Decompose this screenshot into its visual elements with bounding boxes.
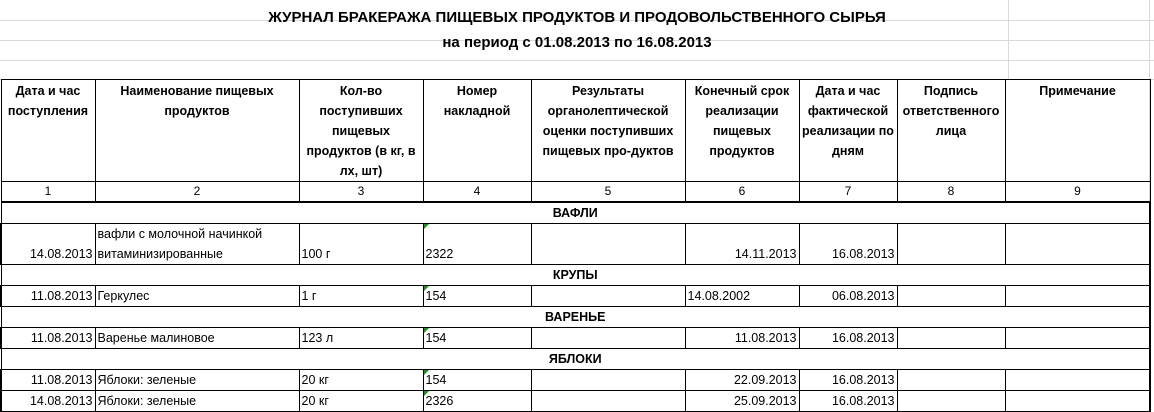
cell-qty: 123 л [299, 328, 423, 349]
cell-date: 11.08.2013 [1, 370, 95, 391]
cell-sign [897, 224, 1005, 265]
cell-result [531, 224, 685, 265]
cell-expiry: 11.08.2013 [685, 328, 799, 349]
cell-expiry: 22.09.2013 [685, 370, 799, 391]
cell-date: 14.08.2013 [1, 391, 95, 412]
cell-sold: 16.08.2013 [799, 370, 897, 391]
cell-sign [897, 328, 1005, 349]
cell-qty: 100 г [299, 224, 423, 265]
cell-result [531, 370, 685, 391]
cell-expiry: 14.11.2013 [685, 224, 799, 265]
cell-product: Яблоки: зеленые [95, 391, 299, 412]
cell-qty: 1 г [299, 286, 423, 307]
col-number: 2 [95, 182, 299, 203]
col-header-result: Результаты органолептической оценки поступивших пищевых про-дуктов [531, 80, 685, 182]
cell-sign [897, 391, 1005, 412]
table-row [1, 391, 1150, 412]
col-header-date: Дата и час поступления [1, 80, 95, 182]
group-row [1, 349, 1150, 370]
col-header-sign: Подпись ответственного лица [897, 80, 1005, 182]
cell-note [1005, 370, 1150, 391]
col-number: 6 [685, 182, 799, 203]
table-row [1, 328, 1150, 349]
cell-invoice: 2326 [423, 391, 531, 412]
cell-sold: 16.08.2013 [799, 224, 897, 265]
group-name-apples: ЯБЛОКИ [1, 349, 1150, 370]
column-number-row [1, 182, 1150, 203]
cell-invoice: 154 [423, 328, 531, 349]
cell-note [1005, 328, 1150, 349]
group-name-jam: ВАРЕНЬЕ [1, 307, 1150, 328]
cell-sold: 16.08.2013 [799, 328, 897, 349]
col-header-note: Примечание [1005, 80, 1150, 182]
group-row [1, 265, 1150, 286]
cell-qty: 20 кг [299, 391, 423, 412]
cell-product: Геркулес [95, 286, 299, 307]
cell-expiry: 14.08.2002 [685, 286, 799, 307]
table-row [1, 286, 1150, 307]
col-number: 9 [1005, 182, 1150, 203]
cell-sold: 06.08.2013 [799, 286, 897, 307]
cell-product: Варенье малиновое [95, 328, 299, 349]
cell-product: вафли с молочной начинкой витаминизированные [95, 224, 299, 265]
header-row [1, 80, 1150, 182]
table-row [1, 370, 1150, 391]
cell-note [1005, 286, 1150, 307]
col-number: 3 [299, 182, 423, 203]
cell-date: 11.08.2013 [1, 286, 95, 307]
cell-result [531, 391, 685, 412]
group-row [1, 307, 1150, 328]
cell-invoice: 2322 [423, 224, 531, 265]
cell-date: 14.08.2013 [1, 224, 95, 265]
cell-date: 11.08.2013 [1, 328, 95, 349]
group-name-cereals: КРУПЫ [1, 265, 1150, 286]
col-header-sold: Дата и час фактической реализации по дням [799, 80, 897, 182]
col-number: 5 [531, 182, 685, 203]
table-row [1, 224, 1150, 265]
col-header-invoice: Номер накладной [423, 80, 531, 182]
col-number: 8 [897, 182, 1005, 203]
journal-table [0, 79, 1151, 412]
cell-note [1005, 391, 1150, 412]
cell-sold: 16.08.2013 [799, 391, 897, 412]
col-number: 1 [1, 182, 95, 203]
col-header-expiry: Конечный срок реализации пищевых продуктов [685, 80, 799, 182]
col-header-qty: Кол-во поступивших пищевых продуктов (в кг, в лх, шт) [299, 80, 423, 182]
cell-sign [897, 370, 1005, 391]
cell-result [531, 328, 685, 349]
cell-result [531, 286, 685, 307]
cell-note [1005, 224, 1150, 265]
cell-qty: 20 кг [299, 370, 423, 391]
col-number: 7 [799, 182, 897, 203]
cell-product: Яблоки: зеленые [95, 370, 299, 391]
group-row [1, 202, 1150, 224]
cell-expiry: 25.09.2013 [685, 391, 799, 412]
group-name-wafers: ВАФЛИ [1, 202, 1150, 224]
cell-invoice: 154 [423, 286, 531, 307]
col-number: 4 [423, 182, 531, 203]
col-header-product: Наименование пищевых продуктов [95, 80, 299, 182]
journal-title: ЖУРНАЛ БРАКЕРАЖА ПИЩЕВЫХ ПРОДУКТОВ И ПРОДОВОЛЬСТВЕННОГО СЫРЬЯ [268, 9, 886, 26]
journal-period: на период с 01.08.2013 по 16.08.2013 [442, 34, 712, 51]
cell-invoice: 154 [423, 370, 531, 391]
cell-sign [897, 286, 1005, 307]
